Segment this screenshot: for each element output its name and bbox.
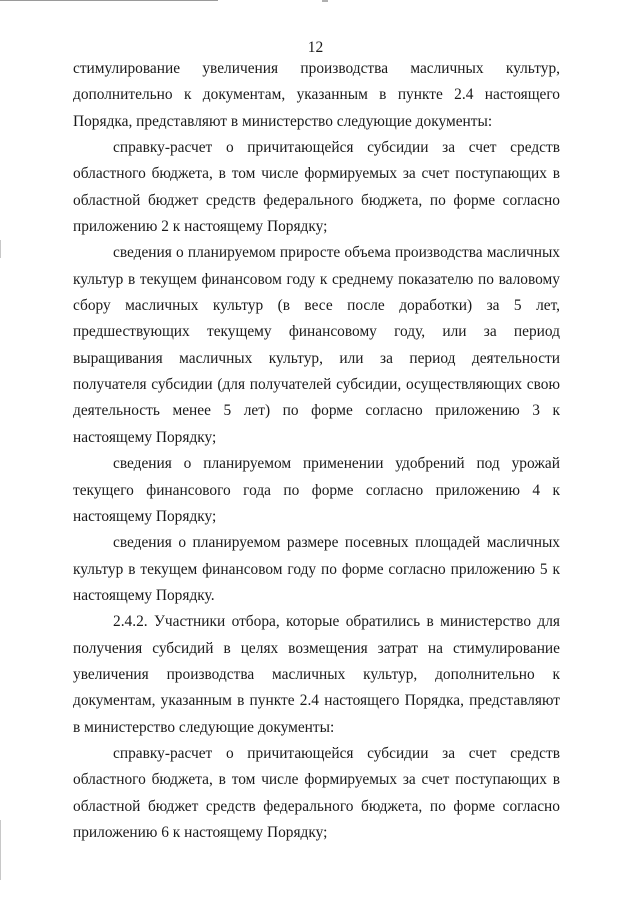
scan-artifact-edge — [0, 240, 1, 258]
scan-artifact-dot — [322, 0, 328, 2]
paragraph: стимулирование увеличения производства масличных культур, дополнительно к документам, указанным в пункте 2.4 настоящего Порядка, представляют в министерство следующие документы: — [73, 60, 560, 130]
paragraph: 2.4.2. Участники отбора, которые обратились в министерство для получения субсидий в целях возмещения затрат на стимулирование увеличения производства масличных культур, дополнительно к документам, указанным в пункте 2.4 настоящего Порядка, представляют в министерство следующие документы: — [73, 613, 560, 736]
scan-artifact-edge — [0, 820, 1, 880]
paragraph: сведения о планируемом приросте объема производства масличных культур в текущем финансовом году к среднему показателю по валовому сбору масличных культур (в весе после доработки) за 5 лет, предшествующих текущему финансовому году, или за период выращивания масличных культур, или за период деятельности получателя субсидии (для получателей субсидии, осуществляющих свою деятельность менее 5 лет) по форме согласно приложению 3 к настоящему Порядку; — [73, 244, 560, 446]
paragraph: справку-расчет о причитающейся субсидии за счет средств областного бюджета, в том числе формируемых за счет поступающих в областной бюджет средств федерального бюджета, по форме согласно приложению 6 к настоящему Порядку; — [73, 744, 560, 841]
document-body — [73, 56, 560, 846]
paragraph: сведения о планируемом размере посевных площадей масличных культур в текущем финансовом году по форме согласно приложению 5 к настоящему Порядку. — [73, 534, 560, 604]
paragraph: справку-расчет о причитающейся субсидии за счет средств областного бюджета, в том числе формируемых за счет поступающих в областной бюджет средств федерального бюджета, по форме согласно приложению 2 к настоящему Порядку; — [73, 139, 560, 236]
page-number: 12 — [307, 39, 324, 56]
scan-artifact-line — [0, 0, 218, 1]
paragraph: сведения о планируемом применении удобрений под урожай текущего финансового года по форме согласно приложению 4 к настоящему Порядку; — [73, 455, 560, 525]
